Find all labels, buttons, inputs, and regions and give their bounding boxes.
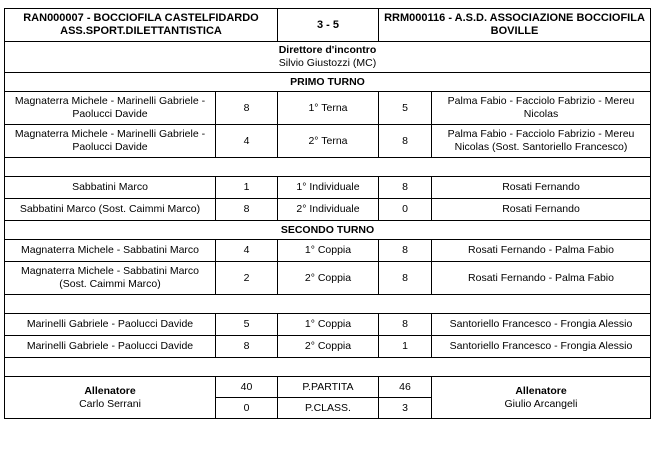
spacer-cell [5,295,651,314]
table-row [5,262,651,295]
away-players: Palma Fabio - Facciolo Fabrizio - Mereu Nicolas [432,92,651,125]
home-players: Sabbatini Marco [5,177,216,199]
away-players: Rosati Fernando - Palma Fabio [432,240,651,262]
table-row [5,314,651,336]
home-players: Magnaterra Michele - Sabbatini Marco [5,240,216,262]
away-coach-name: Giulio Arcangeli [504,397,578,410]
home-class-points: 0 [216,398,278,419]
away-score: 5 [379,92,432,125]
game-label: 1° Coppia [278,240,379,262]
home-coach-cell [5,377,216,419]
away-partita-points: 46 [379,377,432,398]
away-score: 0 [379,199,432,221]
home-coach-name: Carlo Serrani [79,397,141,410]
home-score: 2 [216,262,278,295]
away-coach-cell [432,377,651,419]
section-first-title: PRIMO TURNO [5,73,651,92]
home-score: 4 [216,125,278,158]
spacer-cell [5,158,651,177]
footer-row-partita [5,377,651,398]
home-score: 4 [216,240,278,262]
spacer-cell [5,358,651,377]
home-score: 8 [216,92,278,125]
section-row-second [5,221,651,240]
away-players: Palma Fabio - Facciolo Fabrizio - Mereu Nicolas (Sost. Santoriello Francesco) [432,125,651,158]
table-row [5,240,651,262]
away-score: 8 [379,262,432,295]
director-cell [5,42,651,73]
home-players: Marinelli Gabriele - Paolucci Davide [5,336,216,358]
table-row [5,336,651,358]
match-report-table [4,8,651,419]
home-players: Sabbatini Marco (Sost. Caimmi Marco) [5,199,216,221]
home-partita-points: 40 [216,377,278,398]
game-label: 1° Terna [278,92,379,125]
home-team: RAN000007 - BOCCIOFILA CASTELFIDARDO ASS.SPORT.DILETTANTISTICA [5,9,278,42]
away-score: 1 [379,336,432,358]
away-team: RRM000116 - A.S.D. ASSOCIAZIONE BOCCIOFILA BOVILLE [379,9,651,42]
home-players: Magnaterra Michele - Sabbatini Marco (Sost. Caimmi Marco) [5,262,216,295]
away-class-points: 3 [379,398,432,419]
partita-label: P.PARTITA [278,377,379,398]
away-players: Rosati Fernando - Palma Fabio [432,262,651,295]
home-coach-title: Allenatore [84,384,136,397]
section-row-first [5,73,651,92]
table-row [5,92,651,125]
away-coach-title: Allenatore [515,384,567,397]
away-players: Santoriello Francesco - Frongia Alessio [432,336,651,358]
game-label: 2° Individuale [278,199,379,221]
away-players: Rosati Fernando [432,177,651,199]
table-row [5,199,651,221]
section-second-title: SECONDO TURNO [5,221,651,240]
director-title: Direttore d'incontro [278,44,377,56]
director-name: Silvio Giustozzi (MC) [278,57,377,69]
home-score: 8 [216,199,278,221]
away-score: 8 [379,314,432,336]
game-label: 2° Coppia [278,336,379,358]
table-row [5,125,651,158]
home-score: 5 [216,314,278,336]
spacer-row [5,358,651,377]
director-row [5,42,651,73]
class-label: P.CLASS. [278,398,379,419]
home-score: 8 [216,336,278,358]
spacer-row [5,158,651,177]
away-players: Rosati Fernando [432,199,651,221]
away-players: Santoriello Francesco - Frongia Alessio [432,314,651,336]
home-players: Magnaterra Michele - Marinelli Gabriele - Paolucci Davide [5,92,216,125]
spacer-row [5,295,651,314]
home-players: Magnaterra Michele - Marinelli Gabriele - Paolucci Davide [5,125,216,158]
game-label: 2° Coppia [278,262,379,295]
home-score: 1 [216,177,278,199]
table-row [5,177,651,199]
game-label: 1° Coppia [278,314,379,336]
match-score: 3 - 5 [278,9,379,42]
game-label: 2° Terna [278,125,379,158]
game-label: 1° Individuale [278,177,379,199]
away-score: 8 [379,177,432,199]
header-row [5,9,651,42]
away-score: 8 [379,240,432,262]
away-score: 8 [379,125,432,158]
home-players: Marinelli Gabriele - Paolucci Davide [5,314,216,336]
